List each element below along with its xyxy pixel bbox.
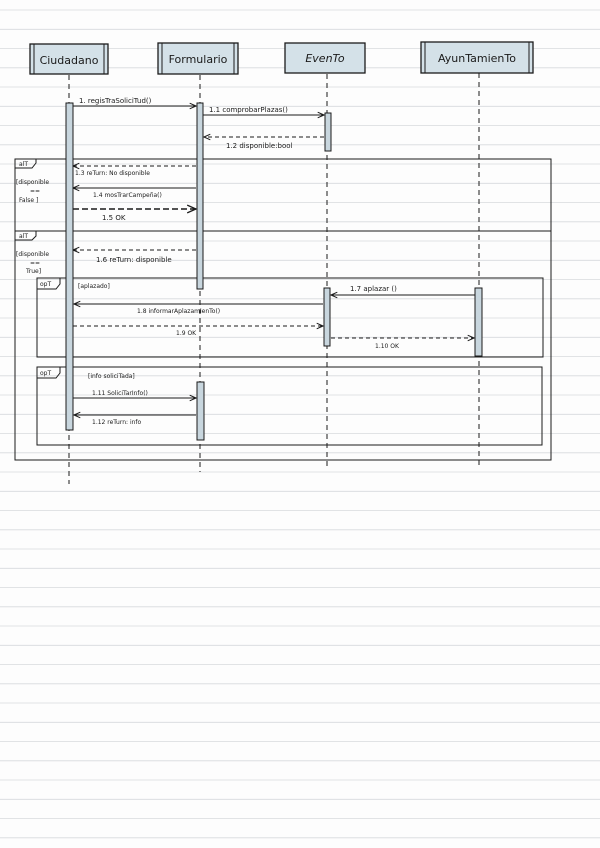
activation-evento-1 [325,113,331,151]
msg-1-9-label: 1.9 OK [176,330,197,337]
actor-evento-label: EvenTo [305,52,345,65]
actor-formulario-label: Formulario [168,53,228,66]
alt-tag-label-2: alT [19,233,29,240]
alt1-guard [16,179,49,204]
alt2-guard-line3: True] [26,268,42,275]
msg-1-2-label: 1.2 disponible:bool [226,142,293,150]
alt1-guard-line2: == [30,188,41,195]
activation-formulario-2 [197,382,204,440]
actor-ayuntamiento-label: AyunTamienTo [438,52,516,65]
alt2-guard-line1: [disponible [16,251,50,258]
msg-1-5-label: 1.5 OK [102,214,126,222]
msg-1-7-label: 1.7 aplazar () [350,285,397,293]
actor-ayuntamiento [421,42,533,73]
alt2-guard-line2: == [30,260,41,267]
actor-formulario [158,43,238,74]
alt2-guard [16,251,49,275]
actor-evento [285,43,365,73]
activation-ciudadano [66,103,73,430]
msg-1-4-label: 1.4 mosTrarCampeña() [93,192,162,199]
alt1-guard-line1: [disponible [16,179,50,186]
alt1-guard-line3: False ] [19,197,39,204]
msg-1-6-label: 1.6 reTurn: disponible [96,256,172,264]
msg-1-3-label: 1.3 reTurn: No disponible [75,170,150,177]
msg-1-8-label: 1.8 informarAplazamienTo() [137,308,221,315]
opt-tag-label-1: opT [40,281,52,288]
activation-ayuntamiento [475,288,482,356]
actor-ciudadano [30,44,108,74]
alt-tag-label: alT [19,161,29,168]
activation-evento-2 [324,288,330,346]
opt2-guard: [info soliciTada] [88,373,135,380]
activation-formulario-1 [197,103,203,289]
msg-1-11-label: 1.11 SoliciTarInfo() [92,390,148,397]
opt-tag-label-2: opT [40,370,52,377]
msg-1-1-label: 1.1 comprobarPlazas() [209,106,288,114]
msg-1-label: 1. regisTraSoliciTud() [79,97,152,105]
msg-1-10-label: 1.10 OK [375,343,399,350]
msg-1-12-label: 1.12 reTurn: info [92,419,142,426]
opt1-guard: [aplazado] [78,283,110,290]
opt-fragment-1 [37,278,543,357]
actor-ciudadano-label: Ciudadano [39,54,99,67]
